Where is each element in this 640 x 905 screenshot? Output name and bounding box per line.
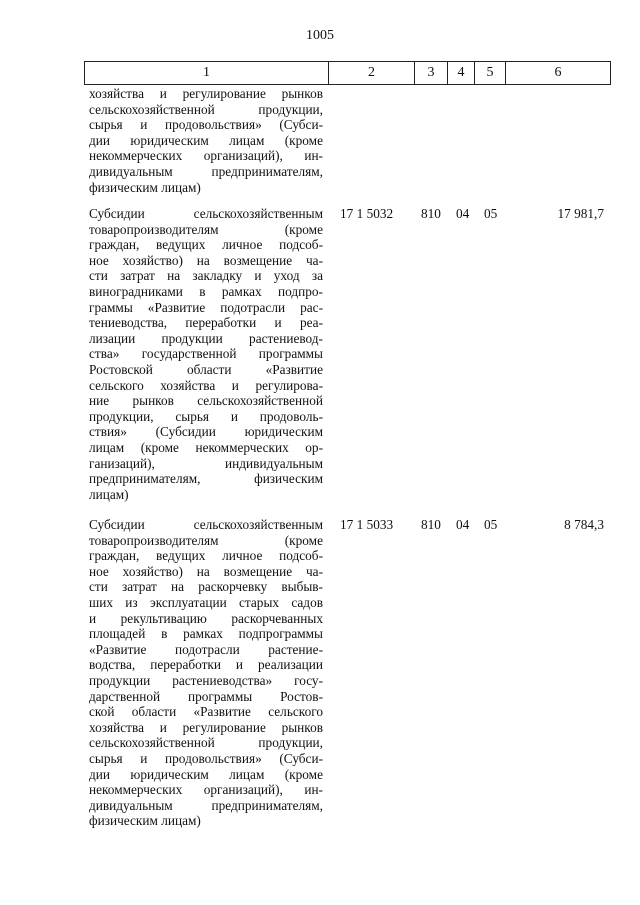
description-line: лизации продукции растениевод-	[89, 330, 323, 346]
description-line: сельского хозяйства и регулирова-	[89, 377, 323, 393]
description-line: физическим лицам)	[89, 813, 201, 829]
header-col-3: 3	[415, 62, 448, 85]
description-line: ших из эксплуатации старых садов	[89, 594, 323, 610]
header-col-6: 6	[506, 62, 611, 85]
description-line: ное хозяйство) на возмещение ча-	[89, 252, 323, 268]
description-line: ствия» (Субсидии юридическим	[89, 424, 323, 440]
description-line: ное хозяйство) на возмещение ча-	[89, 563, 323, 579]
description-line: ской области «Развитие сельского	[89, 704, 323, 720]
description-line: предпринимателям, физическим	[89, 471, 323, 487]
page-number: 1005	[306, 28, 334, 43]
subsection-code: 05	[484, 206, 498, 221]
row-description	[89, 517, 323, 829]
description-line: дивидуальным предпринимателям,	[89, 797, 323, 813]
description-line: физическим лицам)	[89, 179, 201, 195]
expense-type-code: 810	[421, 517, 441, 532]
description-line: ства» государственной программы	[89, 346, 323, 362]
description-line: сельскохозяйственной продукции,	[89, 101, 323, 117]
description-line: «Развитие подотрасли растение-	[89, 641, 323, 657]
description-line: товаропроизводителям (кроме	[89, 221, 323, 237]
description-line: некоммерческих организаций), ин-	[89, 782, 323, 798]
description-line: виноградниками в рамках подпро-	[89, 283, 323, 299]
table-header	[84, 61, 611, 85]
description-line: сырья и продовольствия» (Субси-	[89, 117, 323, 133]
row-description	[89, 206, 323, 502]
description-line: продукции, сырья и продоволь-	[89, 408, 323, 424]
description-line: дарственной программы Ростов-	[89, 688, 323, 704]
header-col-4: 4	[448, 62, 475, 85]
amount-value: 8 784,3	[564, 517, 604, 532]
description-line: площадей в рамках подпрограммы	[89, 626, 323, 642]
row-description	[89, 86, 323, 195]
section-code: 04	[456, 206, 470, 221]
description-line: ние рынков сельскохозяйственной	[89, 393, 323, 409]
description-line: сельскохозяйственной продукции,	[89, 735, 323, 751]
expense-type-code: 810	[421, 206, 441, 221]
description-line: граммы «Развитие подотрасли рас-	[89, 299, 323, 315]
description-line: продукции растениеводства» госу-	[89, 672, 323, 688]
description-line: дивидуальным предпринимателям,	[89, 163, 323, 179]
description-line: товаропроизводителям (кроме	[89, 532, 323, 548]
description-line: граждан, ведущих личное подсоб-	[89, 237, 323, 253]
description-line: сырья и продовольствия» (Субси-	[89, 750, 323, 766]
description-line: дии юридическим лицам (кроме	[89, 132, 323, 148]
target-article-code: 17 1 5033	[340, 517, 394, 532]
description-line: дии юридическим лицам (кроме	[89, 766, 323, 782]
header-col-2: 2	[329, 62, 415, 85]
header-col-5: 5	[475, 62, 506, 85]
amount-value: 17 981,7	[557, 206, 604, 221]
description-line: некоммерческих организаций), ин-	[89, 148, 323, 164]
description-line: сти затрат на раскорчевку выбыв-	[89, 579, 323, 595]
subsection-code: 05	[484, 517, 498, 532]
description-line: водства, переработки и реализации	[89, 657, 323, 673]
description-line: лицам)	[89, 486, 129, 502]
section-code: 04	[456, 517, 470, 532]
description-line: и рекультивацию раскорчеванных	[89, 610, 323, 626]
description-line: тениеводства, переработки и реа-	[89, 315, 323, 331]
description-line: сти затрат на закладку и уход за	[89, 268, 323, 284]
description-line: хозяйства и регулирование рынков	[89, 86, 323, 101]
description-line: Ростовской области «Развитие	[89, 361, 323, 377]
description-line: Субсидии сельскохозяйственным	[89, 206, 323, 221]
description-line: ганизаций), индивидуальным	[89, 455, 323, 471]
description-line: Субсидии сельскохозяйственным	[89, 517, 323, 532]
target-article-code: 17 1 5032	[340, 206, 394, 221]
description-line: лицам (кроме некоммерческих ор-	[89, 439, 323, 455]
header-col-1: 1	[85, 62, 329, 85]
description-line: граждан, ведущих личное подсоб-	[89, 548, 323, 564]
description-line: хозяйства и регулирование рынков	[89, 719, 323, 735]
